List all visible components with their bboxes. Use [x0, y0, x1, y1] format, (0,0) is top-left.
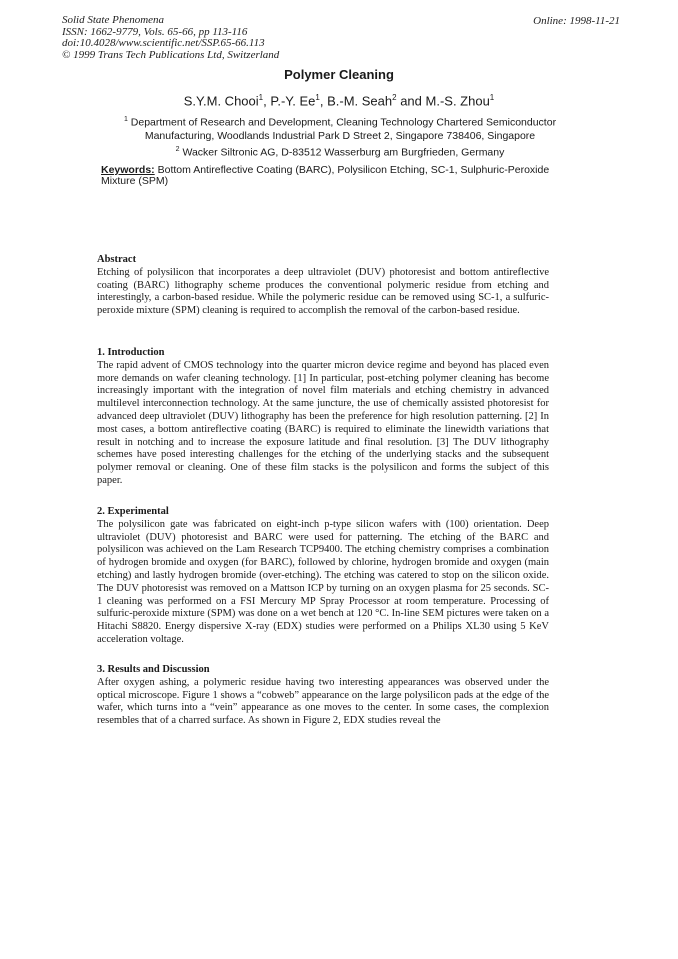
- author-name: P.-Y. Ee: [270, 93, 316, 109]
- author-affil-mark: 1: [489, 93, 495, 102]
- results-body: After oxygen ashing, a polymeric residue having two interesting appearances was observed under the optical microscope. Figure 1 shows a “cobweb” appearance on the large polysilicon pads at the edge of the wafer, which turns into a “vein” appearance as one moves to the center. In some cases, the complexion resembles that of a charred surface. As shown in Figure 2, EDX studies reveal the: [97, 676, 549, 727]
- affiliation-mark: 1: [123, 116, 128, 123]
- author-affil-mark: 1: [258, 93, 264, 102]
- affiliation-text: Wacker Siltronic AG, D-83512 Wasserburg am Burgfrieden, Germany: [182, 146, 505, 159]
- journal-doi: doi:10.4028/www.scientific.net/SSP.65-66.113: [62, 37, 265, 49]
- journal-name: Solid State Phenomena: [62, 14, 165, 26]
- abstract-heading: Abstract: [97, 254, 137, 265]
- paper-title: Polymer Cleaning: [284, 67, 394, 82]
- affiliation-text: Department of Research and Development, Cleaning Technology Chartered Semiconductor Manufacturing, Woodlands Industrial Park D Street 2, Singapore 738406, Singapore: [130, 116, 557, 142]
- introduction-body: The rapid advent of CMOS technology into the quarter micron device regime and beyond has placed even more demands on wafer cleaning technology. [1] In particular, post-etching polymer cleaning has become increasingly important with the integration of novel film materials and etching chemistry in advanced multilevel interconnection technology. At the same juncture, the use of chemically assisted photoresist for advanced deep ultraviolet (DUV) lithography has been the preference for high resolution patterning. [2] In most cases, a bottom antireflective coating (BARC) is required to eliminate the linewidth variations that result in notching and to increase the exposure latitude and final resolution. [3] The DUV lithography schemes have posed interesting challenges for the etching of the underlying stacks and the subsequent polymer removal or cleaning. One of these film stacks is the polysilicon and forms the subject of this paper.: [97, 359, 549, 486]
- keywords: [101, 165, 571, 187]
- experimental-heading: 2. Experimental: [97, 506, 169, 517]
- results-section: [97, 664, 549, 728]
- author-name: S.Y.M. Chooi: [183, 93, 259, 109]
- results-heading: 3. Results and Discussion: [97, 664, 210, 675]
- experimental-body: The polysilicon gate was fabricated on eight-inch p-type silicon wafers with (100) orientation. Deep ultraviolet (DUV) photoresist and BARC were used for patterning. The etching of the BARC and polysilicon was achieved on the Lam Research TCP9400. The etching chemistry comprises a combination of hydrogen bromide and oxygen (for BARC), followed by chlorine, hydrogen bromide and oxygen (main etching) and lastly hydrogen bromide (over-etching). The etching was catered to stop on the silicon oxide. The DUV photoresist was removed on a Mattson ICP by turning on an oxygen plasma for 25 seconds. SC-1 cleaning was performed on a FSI Mercury MP Spray Processor at room temperature. Processing of sulfuric-peroxide mixture (SPM) was done on a wet bench at 120 °C. In-line SEM pictures were taken on a Hitachi S8820. Energy dispersive X-ray (EDX) studies were performed on a Philips XL30 using 5 KeV acceleration voltage.: [97, 518, 549, 645]
- author-name: B.-M. Seah: [327, 93, 393, 109]
- affiliation-mark: 2: [175, 146, 180, 153]
- introduction-heading: 1. Introduction: [97, 347, 165, 358]
- author-affil-mark: 2: [392, 93, 397, 102]
- journal-issn: ISSN: 1662-9779, Vols. 65-66, pp 113-116: [62, 25, 248, 38]
- abstract-section: [97, 254, 549, 318]
- affiliation-2: [105, 143, 575, 160]
- keywords-text: Bottom Antireflective Coating (BARC), Polysilicon Etching, SC-1, Sulphuric-Peroxide Mixture (SPM): [101, 164, 550, 187]
- author-list: S.Y.M. Chooi$^1$, P.-Y. Ee$^1$, B.-M. Seah$^2$ and M.-S. Zhou$^1$: [183, 93, 495, 109]
- author-affil-mark: 1: [315, 93, 320, 102]
- introduction-section: [97, 347, 549, 488]
- author-name: M.-S. Zhou: [425, 93, 490, 109]
- online-date: Online: 1998-11-21: [533, 15, 620, 27]
- keywords-label: Keywords:: [101, 164, 155, 176]
- experimental-section: [97, 506, 549, 647]
- abstract-body: Etching of polysilicon that incorporates a deep ultraviolet (DUV) photoresist and bottom antireflective coating (BARC) lithography scheme produces the conventional polymeric residue from etching and interestingly, a carbon-based residue. While the polymeric residue can be removed using SC-1, a sulfuric-peroxide mixture (SPM) cleaning is required to accomplish the removal of the carbon-based residue.: [97, 266, 549, 317]
- affiliation-1: [105, 113, 575, 143]
- journal-copyright: © 1999 Trans Tech Publications Ltd, Switzerland: [62, 48, 280, 61]
